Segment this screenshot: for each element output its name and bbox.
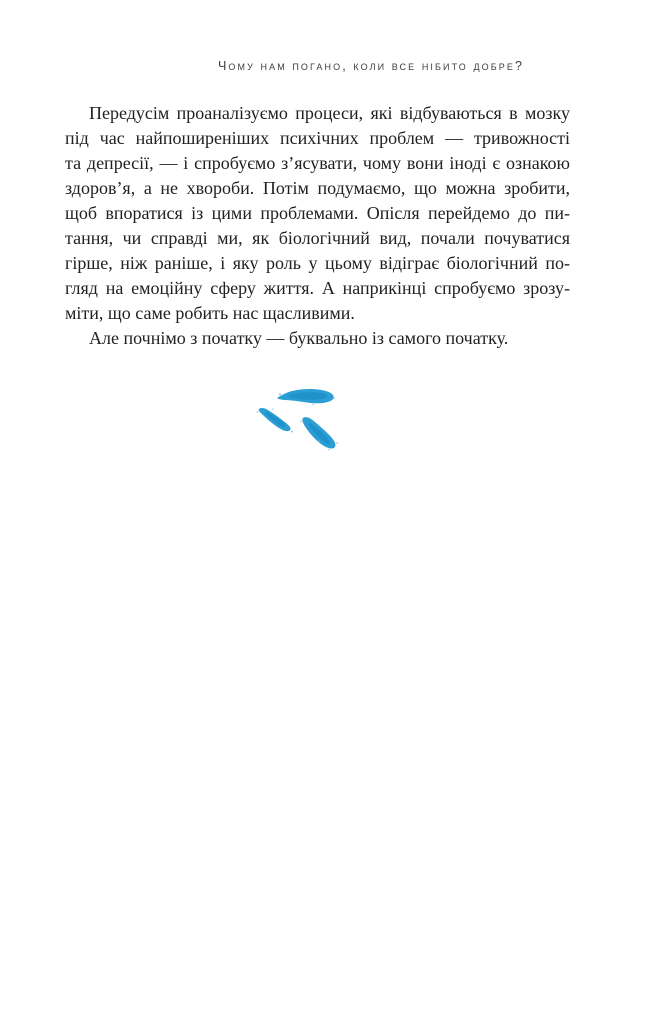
text-line: та депресії, — і спробуємо з’ясувати, чому вони іноді є ознакою bbox=[65, 153, 570, 173]
text-line: міти, що саме робить нас щасливими. bbox=[65, 303, 355, 323]
text-line: тання, чи справді ми, як біологічний вид, почали почуватися bbox=[65, 228, 570, 248]
crayon-strokes-decoration bbox=[255, 385, 355, 455]
text-line: здоров’я, а не хвороби. Потім подумаємо, що можна зробити, bbox=[65, 178, 570, 198]
text-line: Передусім проаналізуємо процеси, які відбуваються в мозку bbox=[89, 103, 570, 123]
text-line: Але почнімо з початку — буквально із самого початку. bbox=[89, 328, 509, 348]
body-text bbox=[65, 101, 570, 351]
text-line: щоб впоратися із цими проблемами. Опісля перейдемо до пи- bbox=[65, 203, 570, 223]
text-line: під час найпоширеніших психічних проблем — тривожності bbox=[65, 128, 570, 148]
text-line: гірше, ніж раніше, і яку роль у цьому відіграє біологічний по- bbox=[65, 253, 570, 273]
text-line: гляд на емоційну сферу життя. А наприкінці спробуємо зрозу- bbox=[65, 278, 570, 298]
running-head: Чому нам погано, коли все нібито добре? bbox=[217, 59, 525, 73]
